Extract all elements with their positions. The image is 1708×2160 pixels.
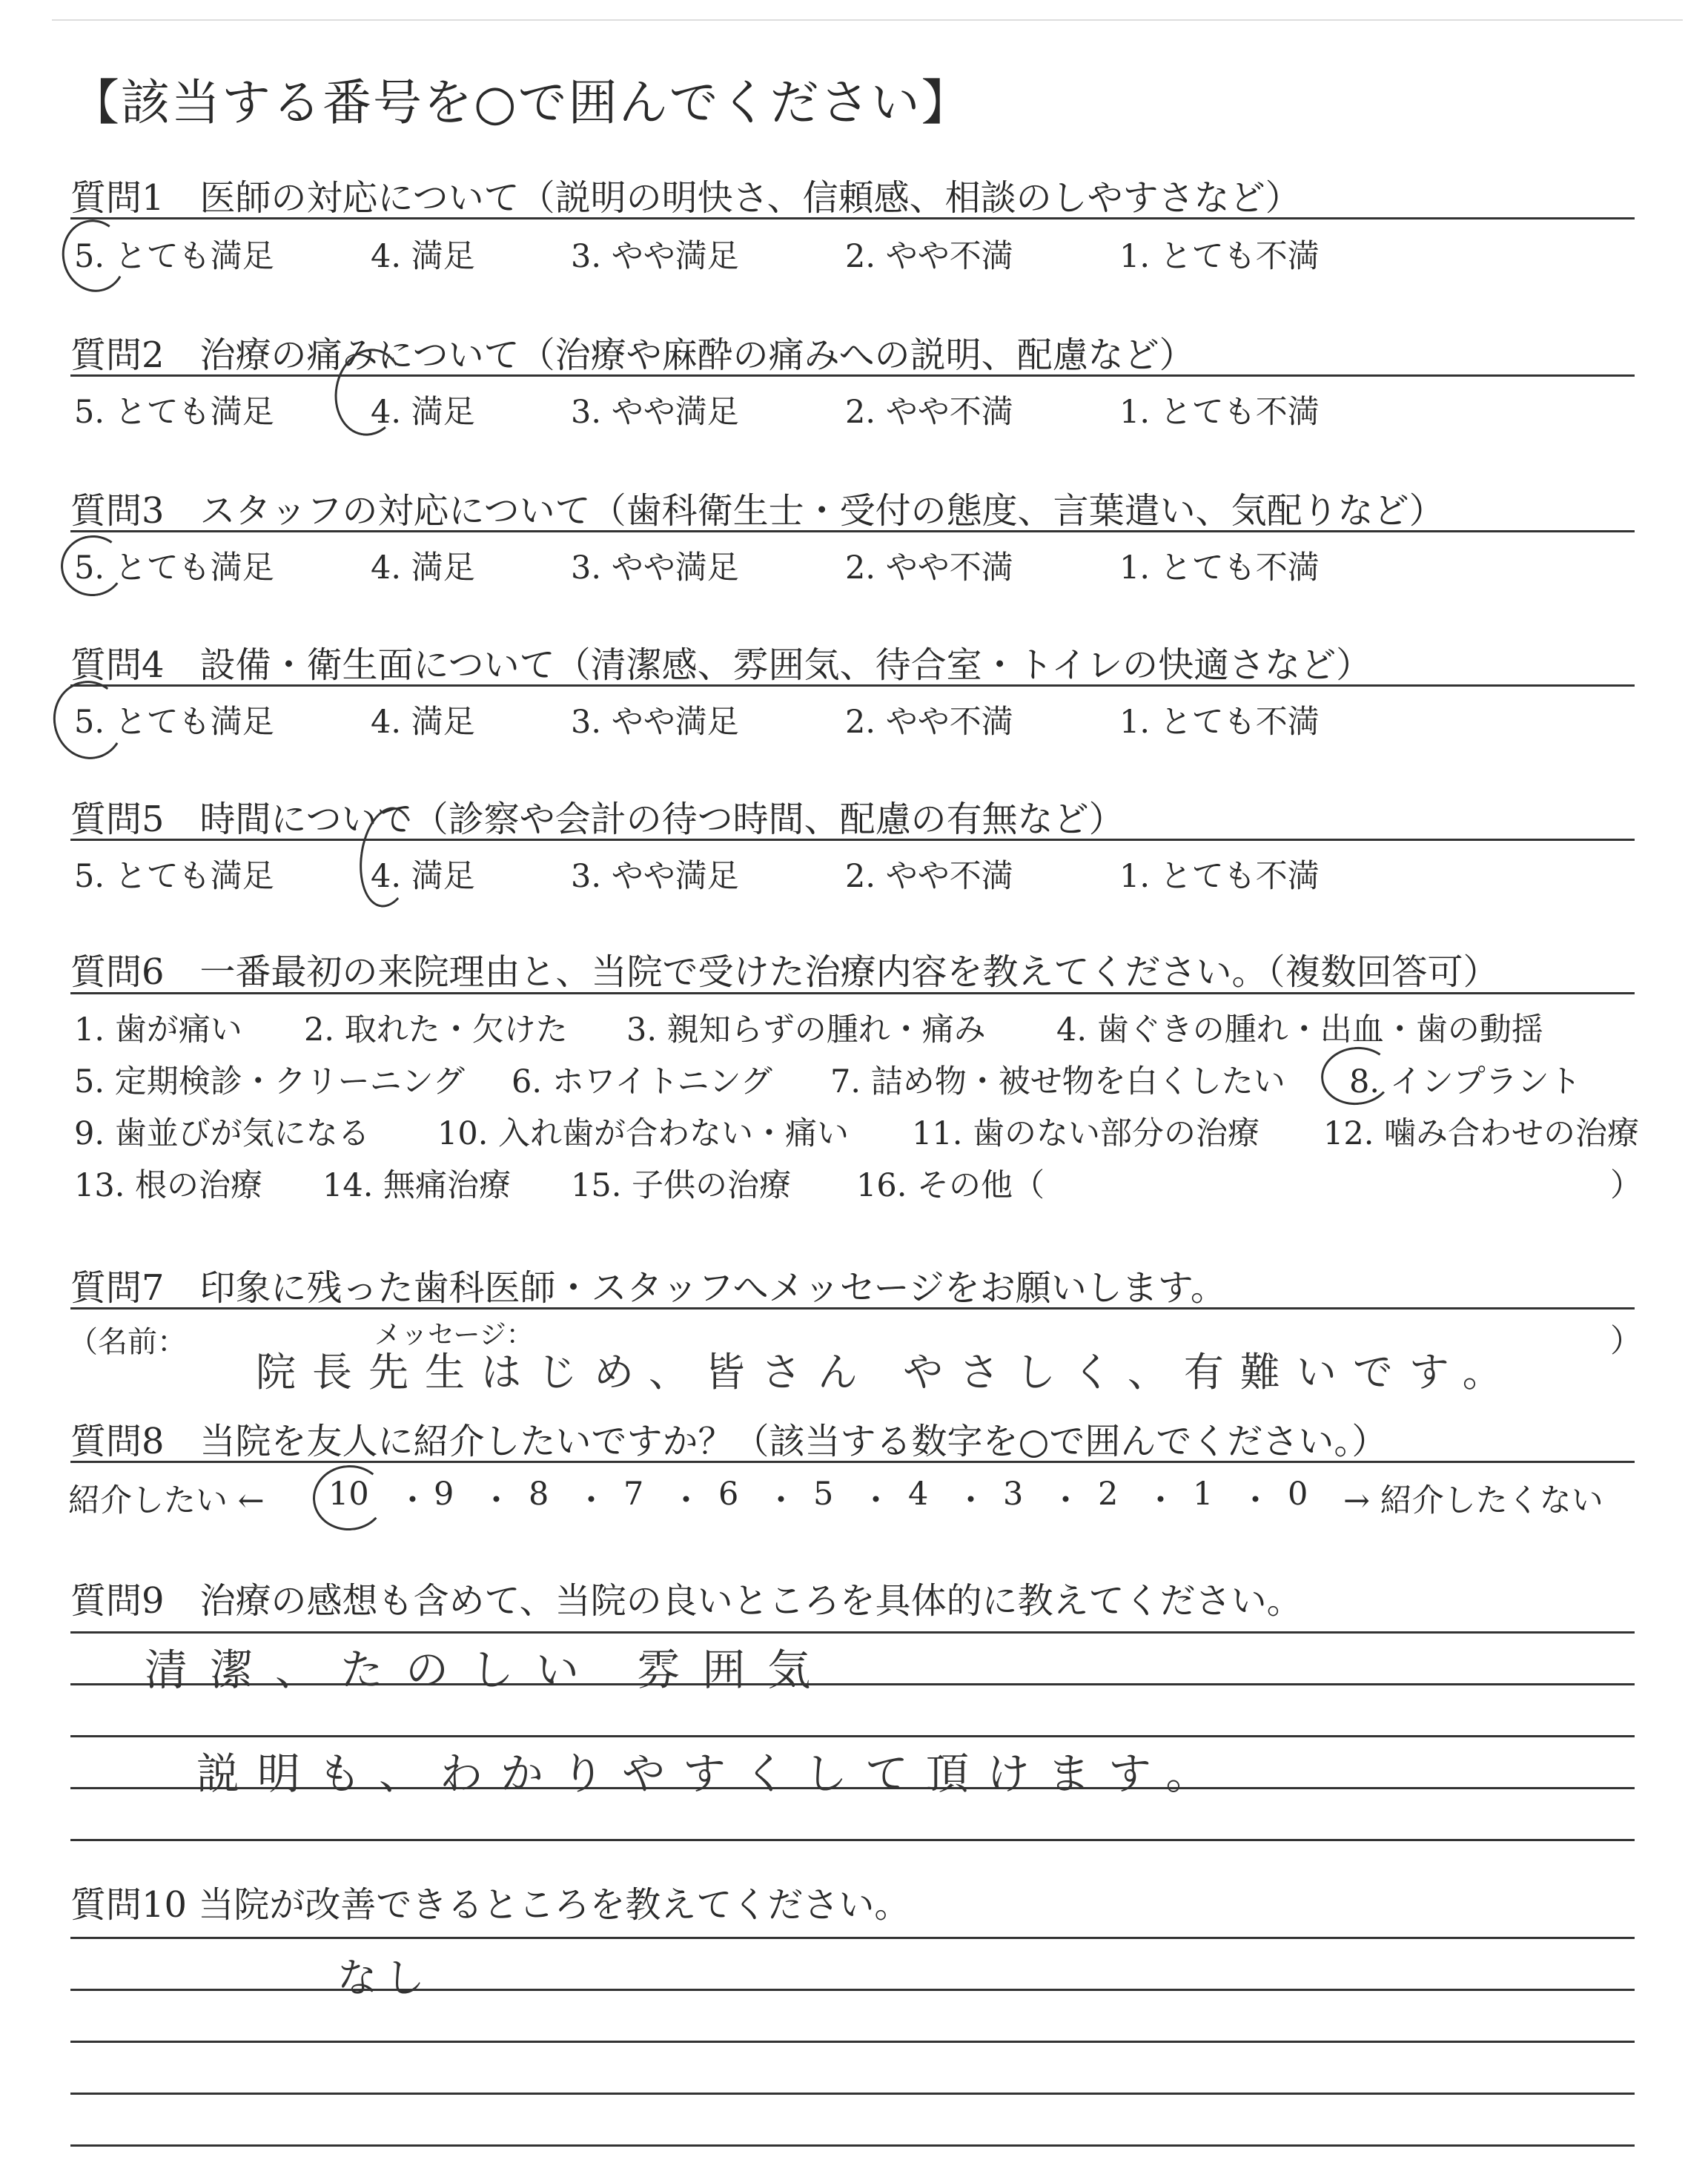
q5-option-3[interactable]: 3. やや満足 xyxy=(571,858,739,895)
question-8-title: 質問8 当院を友人に紹介したいですか？（該当する数字を○で囲んでください。） xyxy=(70,1421,1388,1462)
scan-edge-line xyxy=(52,19,1683,21)
q6-option-2[interactable]: 2. 取れた・欠けた xyxy=(304,1011,568,1048)
q8-dot: ・ xyxy=(860,1482,892,1519)
q4-option-2[interactable]: 2. やや不満 xyxy=(845,704,1013,741)
q5-option-1[interactable]: 1. とても不満 xyxy=(1119,858,1320,895)
question-1-title: 質問1 医師の対応について（説明の明快さ、信頼感、相談のしやすさなど） xyxy=(70,177,1301,219)
q10-answer-line-3 xyxy=(70,2041,1635,2043)
q3-selection-circle xyxy=(57,531,129,600)
q6-option-4[interactable]: 4. 歯ぐきの腫れ・出血・歯の動揺 xyxy=(1056,1011,1543,1048)
q1-option-3[interactable]: 3. やや満足 xyxy=(571,238,739,275)
q6-option-11[interactable]: 11. 歯のない部分の治療 xyxy=(912,1115,1260,1152)
q7-close-paren: ） xyxy=(1610,1323,1642,1360)
q3-option-5[interactable]: 5. とても満足 xyxy=(74,549,274,587)
q8-score-4[interactable]: 4 xyxy=(908,1476,929,1513)
q8-score-10[interactable]: 10 xyxy=(328,1476,369,1513)
q2-option-1[interactable]: 1. とても不満 xyxy=(1119,394,1320,431)
q8-score-7[interactable]: 7 xyxy=(623,1476,644,1513)
q7-name-label: （名前： xyxy=(68,1325,187,1359)
q8-score-3[interactable]: 3 xyxy=(1003,1476,1024,1513)
q8-dot: ・ xyxy=(480,1482,512,1519)
q7-message-label: メッセージ： xyxy=(374,1320,533,1350)
q1-option-2[interactable]: 2. やや不満 xyxy=(845,238,1013,275)
q5-option-4[interactable]: 4. 満足 xyxy=(371,858,475,895)
question-2-rule xyxy=(70,374,1635,377)
question-3-rule xyxy=(70,530,1635,532)
q9-handwritten-answer-1: 清潔、たのしい 雰囲気 xyxy=(145,1645,833,1695)
q10-answer-line-5 xyxy=(70,2144,1635,2147)
q8-dot: ・ xyxy=(765,1482,797,1519)
q3-option-1[interactable]: 1. とても不満 xyxy=(1119,549,1320,587)
q8-dot: ・ xyxy=(397,1482,428,1519)
question-2-title: 質問2 治療の痛みについて（治療や麻酔の痛みへの説明、配慮など） xyxy=(70,334,1195,376)
q4-option-4[interactable]: 4. 満足 xyxy=(371,704,475,741)
q3-option-3[interactable]: 3. やや満足 xyxy=(571,549,739,587)
question-3-title: 質問3 スタッフの対応について（歯科衛生士・受付の態度、言葉遣い、気配りなど） xyxy=(70,490,1445,532)
question-6-title: 質問6 一番最初の来院理由と、当院で受けた治療内容を教えてください。（複数回答可） xyxy=(70,951,1499,993)
q6-option-1[interactable]: 1. 歯が痛い xyxy=(74,1011,242,1048)
q10-answer-line-2 xyxy=(70,1989,1635,1991)
q9-answer-line-3 xyxy=(70,1735,1635,1737)
question-9-title: 質問9 治療の感想も含めて、当院の良いところを具体的に教えてください。 xyxy=(70,1580,1302,1622)
q2-option-4[interactable]: 4. 満足 xyxy=(371,394,475,431)
question-4-rule xyxy=(70,684,1635,687)
q6-option-8[interactable]: 8. インプラント xyxy=(1349,1063,1581,1100)
q6-option-5[interactable]: 5. 定期検診・クリーニング xyxy=(74,1063,465,1100)
q8-score-6[interactable]: 6 xyxy=(718,1476,739,1513)
q4-option-5[interactable]: 5. とても満足 xyxy=(74,704,274,741)
q3-option-2[interactable]: 2. やや不満 xyxy=(845,549,1013,587)
q5-option-2[interactable]: 2. やや不満 xyxy=(845,858,1013,895)
q8-dot: ・ xyxy=(670,1482,702,1519)
q4-option-1[interactable]: 1. とても不満 xyxy=(1119,704,1320,741)
q2-option-5[interactable]: 5. とても満足 xyxy=(74,394,274,431)
q6-option-3[interactable]: 3. 親知らずの腫れ・痛み xyxy=(626,1011,986,1048)
q8-score-1[interactable]: 1 xyxy=(1193,1476,1214,1513)
question-7-rule xyxy=(70,1307,1635,1309)
q2-option-2[interactable]: 2. やや不満 xyxy=(845,394,1013,431)
q10-handwritten-answer-1: なし xyxy=(337,1955,432,2001)
page-header: 【該当する番号を○で囲んでください】 xyxy=(70,74,972,131)
q7-handwritten-message: 院長先生はじめ、皆さん やさしく、有難いです。 xyxy=(256,1349,1519,1396)
q8-score-2[interactable]: 2 xyxy=(1098,1476,1119,1513)
q9-answer-line-1 xyxy=(70,1631,1635,1634)
question-1-rule xyxy=(70,217,1635,219)
q1-option-5[interactable]: 5. とても満足 xyxy=(74,238,274,275)
q8-dot: ・ xyxy=(1050,1482,1082,1519)
q6-option-13[interactable]: 13. 根の治療 xyxy=(74,1167,263,1204)
q6-option-10[interactable]: 10. 入れ歯が合わない・痛い xyxy=(437,1115,850,1152)
q6-option-7[interactable]: 7. 詰め物・被せ物を白くしたい xyxy=(830,1063,1285,1100)
q8-score-9[interactable]: 9 xyxy=(434,1476,454,1513)
q6-option-15[interactable]: 15. 子供の治療 xyxy=(571,1167,792,1204)
q4-option-3[interactable]: 3. やや満足 xyxy=(571,704,739,741)
q6-option-12[interactable]: 12. 噛み合わせの治療 xyxy=(1323,1115,1640,1152)
question-6-rule xyxy=(70,992,1635,994)
q1-selection-circle xyxy=(56,214,133,298)
q2-option-3[interactable]: 3. やや満足 xyxy=(571,394,739,431)
q8-left-label: 紹介したい ← xyxy=(68,1482,265,1519)
q8-dot: ・ xyxy=(1145,1482,1176,1519)
q1-option-1[interactable]: 1. とても不満 xyxy=(1119,238,1320,275)
q8-score-5[interactable]: 5 xyxy=(813,1476,834,1513)
q6-option-14[interactable]: 14. 無痛治療 xyxy=(322,1167,512,1204)
q6-option-6[interactable]: 6. ホワイトニング xyxy=(512,1063,772,1100)
q1-option-4[interactable]: 4. 満足 xyxy=(371,238,475,275)
q3-option-4[interactable]: 4. 満足 xyxy=(371,549,475,587)
q8-score-8[interactable]: 8 xyxy=(529,1476,549,1513)
question-4-title: 質問4 設備・衛生面について（清潔感、雰囲気、待合室・トイレの快適さなど） xyxy=(70,644,1372,686)
question-10-title: 質問10 当院が改善できるところを教えてください。 xyxy=(70,1884,910,1926)
question-7-title: 質問7 印象に残った歯科医師・スタッフへメッセージをお願いします。 xyxy=(70,1267,1226,1309)
q10-answer-line-1 xyxy=(70,1937,1635,1939)
q6-option-16-close: ） xyxy=(1610,1167,1642,1204)
q4-selection-circle xyxy=(47,675,131,764)
q9-answer-line-5 xyxy=(70,1839,1635,1841)
q6-option-9[interactable]: 9. 歯並びが気になる xyxy=(74,1115,370,1152)
q8-right-label: → 紹介したくない xyxy=(1343,1482,1603,1519)
q8-selection-circle xyxy=(311,1463,388,1533)
q8-score-0[interactable]: 0 xyxy=(1288,1476,1308,1513)
question-5-rule xyxy=(70,839,1635,841)
q10-answer-line-4 xyxy=(70,2093,1635,2095)
question-5-title: 質問5 時間について（診察や会計の待つ時間、配慮の有無など） xyxy=(70,799,1125,840)
q6-option-16[interactable]: 16. その他（ xyxy=(856,1167,1045,1204)
q9-handwritten-answer-2: 説明も、わかりやすくして頂けます。 xyxy=(196,1748,1227,1799)
q8-dot: ・ xyxy=(955,1482,987,1519)
q8-dot: ・ xyxy=(575,1482,607,1519)
q5-option-5[interactable]: 5. とても満足 xyxy=(74,858,274,895)
q8-dot: ・ xyxy=(1239,1482,1271,1519)
question-8-rule xyxy=(70,1461,1635,1463)
